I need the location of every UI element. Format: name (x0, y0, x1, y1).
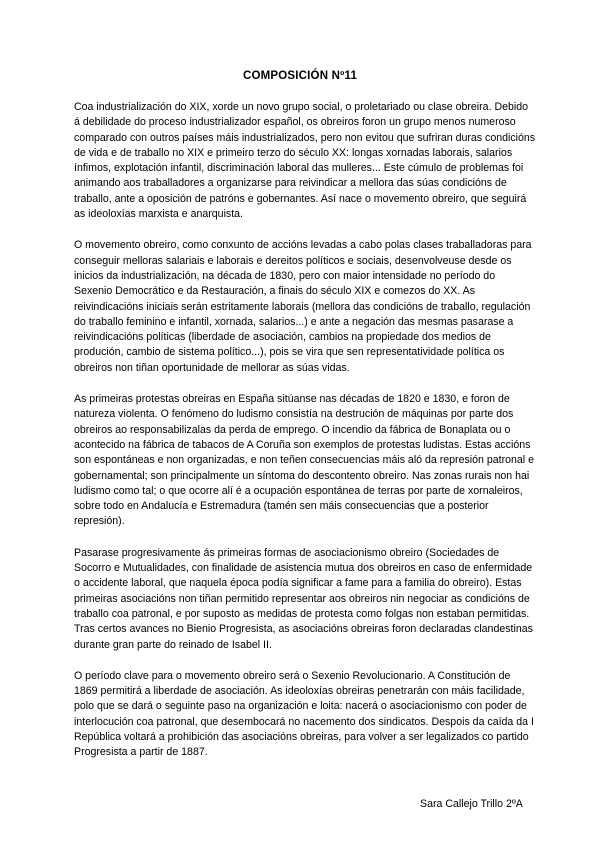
document-title: COMPOSICIÓN Nº11 (242, 70, 358, 82)
paragraph-2: O movemento obreiro, como conxunto de accións levadas a cabo polas clases traballadoras para conseguir melloras salariais e laborais e dereitos políticos e sociais, desenvolveuse desde os inicios da industrialización, na década de 1830, pero con maior intensidade no período do Sexenio Democrático e da Restauración, a finais do século XIX e comezos do XX. As reivindicacións iniciais serán estritamente laborais (mellora das condicións de traballo, regulación do traballo feminino e infantil, xornada, salarios...) e ante a negación das mesmas pasarase a reivindicacións políticas (liberdade de asociación, cambios na propiedade dos medios de produción, cambio de sistema político...), pois se vira que sen representatividade política os obreiros non tiñan oportunidade de mellorar as súas vidas. (74, 239, 532, 374)
document-body (74, 100, 536, 777)
paragraph-3: As primeiras protestas obreiras en España sitúanse nas décadas de 1820 e 1830, e foron de natureza violenta. O fenómeno do ludismo consistía na destrución de máquinas por parte dos obreiros ao responsabilizalas da perda de emprego. O incendio da fábrica de Bonaplata ou o acontecido na fábrica de tabacos de A Coruña son exemplos de protestas ludistas. Estas accións son espontáneas e non organizadas, e non teñen consecuencias máis aló da represión patronal e gobernamental; son principalmente un síntoma do descontento obreiro. Nas zonas rurais non hai ludismo como tal; o que ocorre alí é a ocupación espontánea de terras por parte de xornaleiros, sobre todo en Andalucía e Estremadura (tamén sen máis consecuencias que a posterior represión). (74, 393, 534, 528)
paragraph-5: O período clave para o movemento obreiro será o Sexenio Revolucionario. A Constitución de 1869 permitirá a liberdade de asociación. As ideoloxías obreiras penetrarán con máis facilidade, polo que se dará o seguinte paso na organización e loita: nacerá o asociacionismo con poder de interlocución coa patronal, que desembocará no nacemento dos sindicatos. Despois da caída da I República voltará a prohibición das asociacións obreiras, para volver a ser legalizados co partido Progresista a partir de 1887. (74, 669, 534, 759)
paragraph-1: Coa industrialización do XIX, xorde un novo grupo social, o proletariado ou clase obreira. Debido á debilidade do proceso industrializador español, os obreiros foron un grupo menos numeroso comparado con outros países máis industrializados, pero non evitou que sufriran duras condicións de vida e de traballo no XIX e primeiro terzo do século XX: longas xornadas laborais, salarios ínfimos, explotación infantil, discriminación laboral das mulleres... Este cúmulo de problemas foi animando aos traballadores a organizarse para reivindicar a mellora das súas condicións de traballo, ante a oposición de patróns e gobernantes. Así nace o movemento obreiro, que seguirá as ideoloxías marxista e anarquista. (74, 101, 536, 221)
author-signature: Sara Callejo Trillo 2ºA (420, 798, 523, 810)
paragraph-4: Pasarase progresivamente ás primeiras formas de asociacionismo obreiro (Sociedades de Socorro e Mutualidades, con finalidade de asistencia mutua dos obreiros en caso de enfermidade o accidente laboral, que naquela época podía significar a fame para a familia do obreiro). Estas primeiras asociacións non tiñan permitido representar aos obreiros nin negociar as condicións de traballo coa patronal, e por suposto as medidas de protesta como folgas non estaban permitidas. Tras certos avances no Bienio Progresista, as asociacións obreiras foron declaradas clandestinas durante gran parte do reinado de Isabel II. (74, 546, 533, 651)
